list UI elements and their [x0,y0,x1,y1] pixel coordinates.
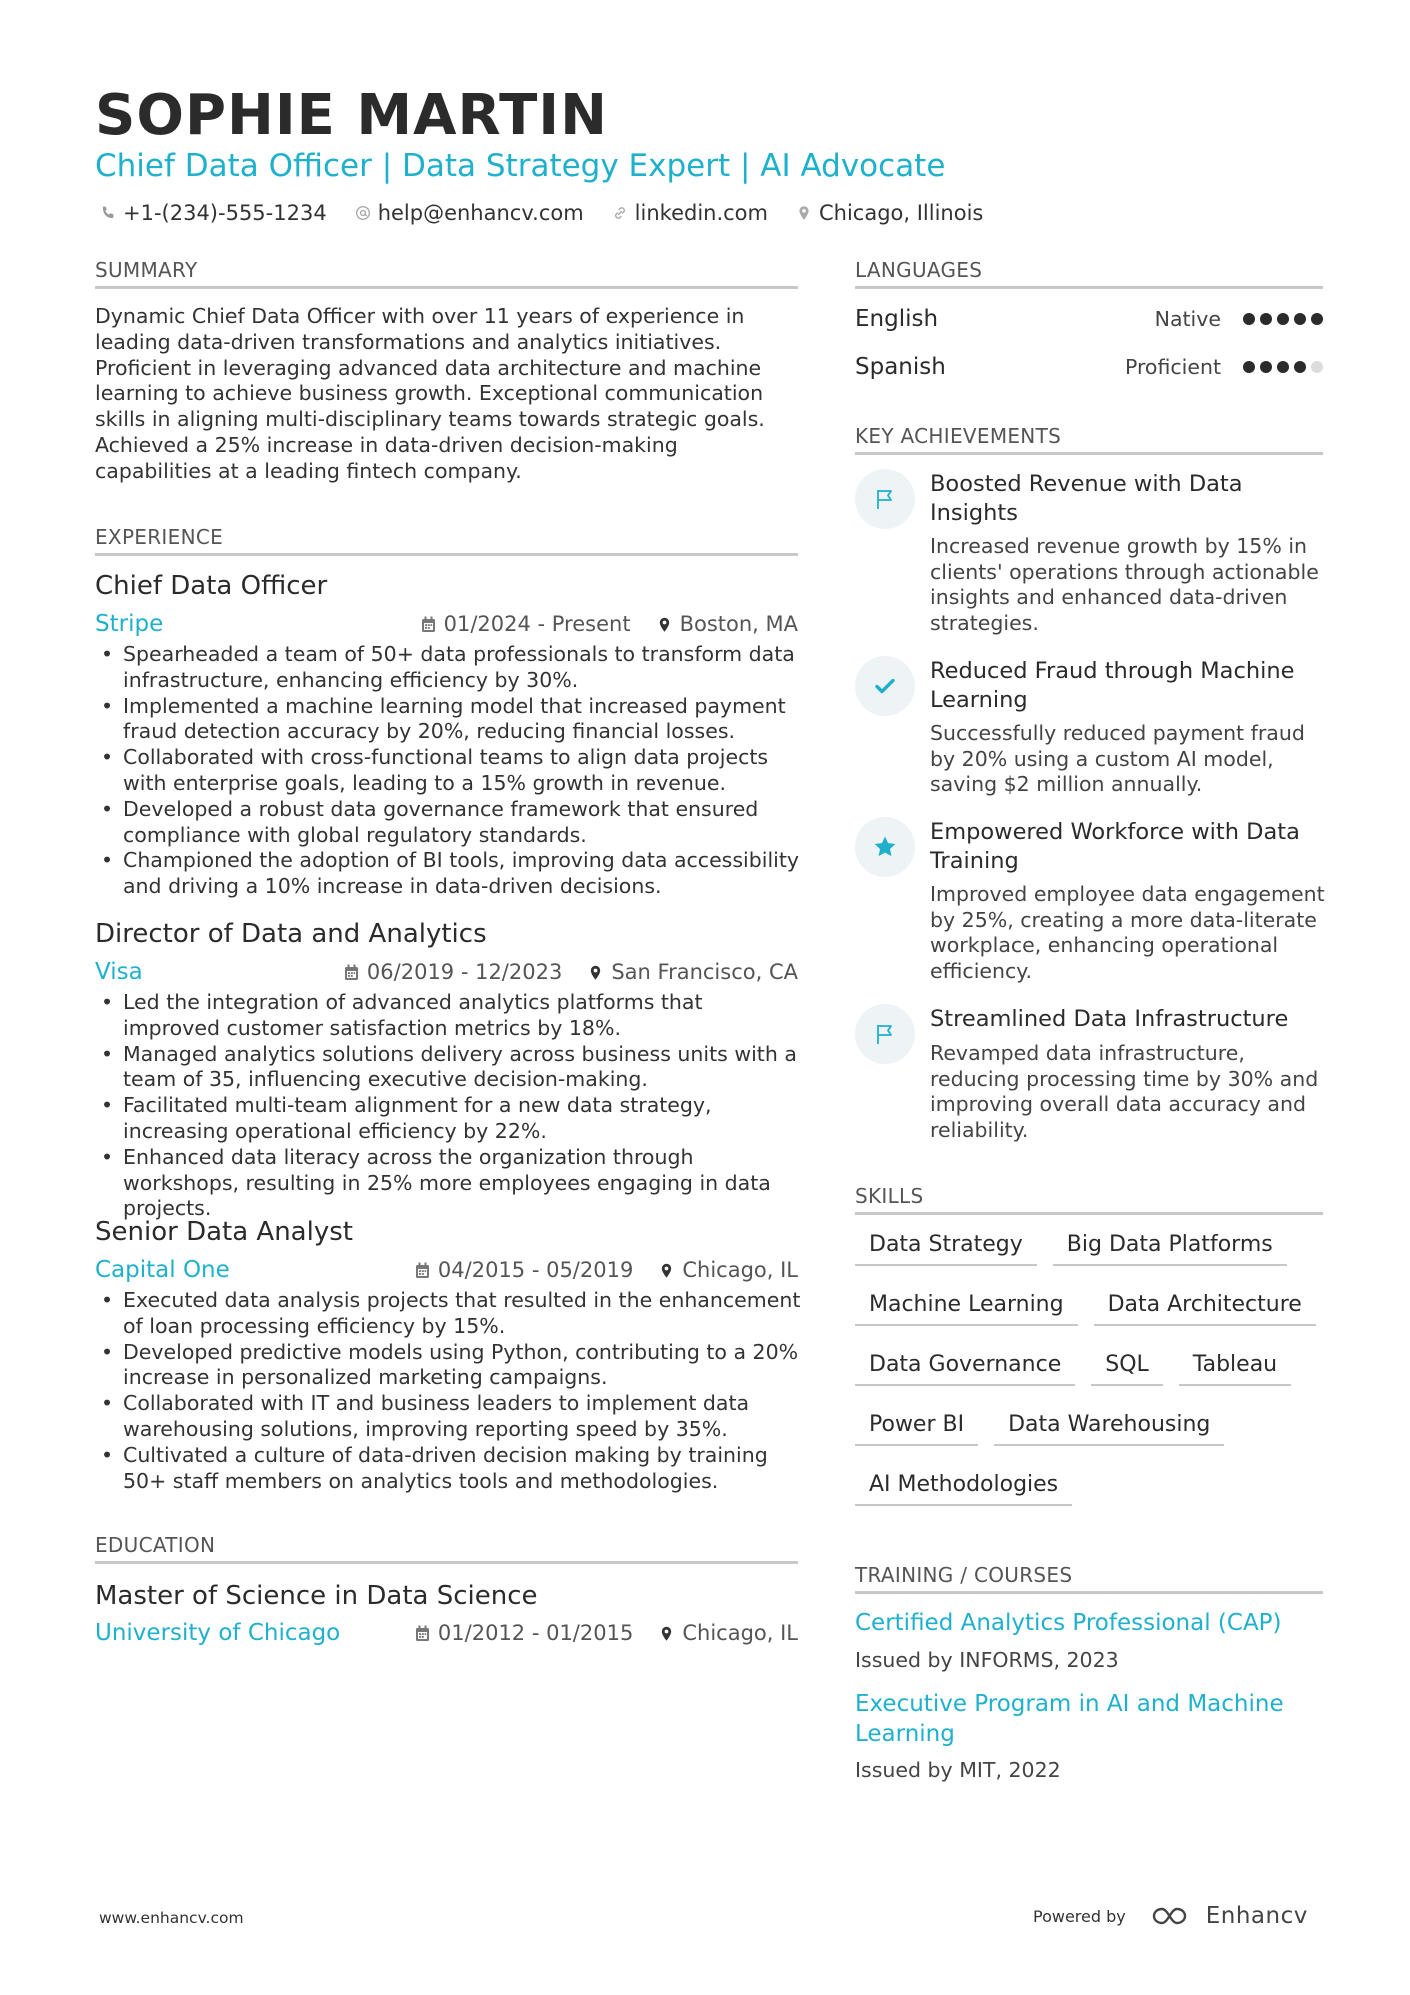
skill-tag: SQL [1091,1348,1163,1386]
footer-branding [1033,1903,1308,1929]
contact-email[interactable] [355,199,584,227]
job-title: Senior Data Analyst [95,1217,353,1247]
job-dates [421,610,631,638]
location-pin-icon [659,1625,674,1642]
contact-bar [100,199,983,227]
achievement-description: Revamped data infrastructure, reducing processing time by 30% and improving overall data accuracy and reliability. [930,1041,1319,1142]
calendar-icon [344,964,359,981]
achievement-icon-badge [855,1004,915,1064]
summary-text: Dynamic Chief Data Officer with over 11 years of experience in leading data-driven transformations and analytics initiatives. Proficient in leveraging advanced data architecture and machine learning to achieve business growth. Exceptional communication skills in aligning multi-disciplinary teams towards strategic goals. Achieved a 25% increase in data-driven decision-making capabilities at a leading fintech company. [95,304,765,483]
job-title: Director of Data and Analytics [95,919,487,949]
list-item: • Managed analytics solutions delivery across business units with a team of 35, influencing executive decision-making. [95,1042,805,1094]
skill-tag: Data Governance [855,1348,1075,1386]
skill-tag: Data Warehousing [994,1408,1224,1446]
headline: Chief Data Officer | Data Strategy Expert | AI Advocate [95,148,946,184]
skill-tag: Big Data Platforms [1053,1228,1287,1266]
flag-icon [872,486,898,512]
location-pin-icon [657,616,672,633]
contact-location [796,199,983,227]
rating-dot [1277,361,1289,373]
location-text: Chicago, Illinois [818,201,984,225]
skill-tag: Tableau [1179,1348,1291,1386]
contact-phone[interactable] [100,199,327,227]
job-meta [415,1256,798,1284]
skill-tag: AI Methodologies [855,1468,1072,1506]
education-location [659,1619,798,1647]
section-title-experience: EXPERIENCE [95,525,798,556]
job-bullets [95,990,805,1222]
skill-tag: Machine Learning [855,1288,1078,1326]
job-meta [421,610,798,638]
location-pin-icon [588,964,603,981]
job-location-text: Chicago, IL [682,1258,798,1282]
contact-linkedin[interactable] [612,199,768,227]
language-row [855,351,1323,383]
section-title-training: TRAINING / COURSES [855,1563,1323,1594]
rating-dot [1243,361,1255,373]
language-row [855,303,1323,335]
rating-dot [1294,313,1306,325]
enhancv-logo-icon [1150,1904,1196,1928]
location-pin-icon [659,1262,674,1279]
course-title: Certified Analytics Professional (CAP) [855,1610,1282,1636]
education-dates-text: 01/2012 - 01/2015 [437,1621,634,1645]
education-location-text: Chicago, IL [682,1621,798,1645]
list-item: • Spearheaded a team of 50+ data professionals to transform data infrastructure, enhancing efficiency by 30%. [95,642,805,694]
calendar-icon [415,1625,430,1642]
achievement-description: Increased revenue growth by 15% in clients' operations through actionable insights and enhanced data-driven strategies. [930,534,1319,635]
achievement-description: Successfully reduced payment fraud by 20% using a custom AI model, saving $2 million annually. [930,721,1305,797]
job-dates [344,958,562,986]
phone-icon [100,205,116,221]
skill-tag: Data Architecture [1094,1288,1316,1326]
skills-list [855,1228,1335,1506]
list-item: • Facilitated multi-team alignment for a new data strategy, increasing operational efficiency by 22%. [95,1093,805,1145]
job-dates [415,1256,633,1284]
achievement-title: Boosted Revenue with Data Insights [930,471,1243,526]
list-item: • Championed the adoption of BI tools, improving data accessibility and driving a 10% increase in data-driven decisions. [95,848,805,900]
skill-tag: Data Strategy [855,1228,1037,1266]
job-bullets [95,642,805,900]
language-level: Native [1154,307,1221,331]
calendar-icon [421,616,436,633]
linkedin-text: linkedin.com [634,201,768,225]
rating-dot [1311,361,1323,373]
job-location-text: Boston, MA [679,612,798,636]
achievement-icon-badge [855,656,915,716]
section-title-summary: SUMMARY [95,258,798,289]
course-title: Executive Program in AI and Machine Learning [855,1691,1284,1747]
education-meta [415,1619,798,1647]
location-pin-icon [796,205,812,221]
education-dates [415,1619,633,1647]
company-name: Stripe [95,611,164,637]
link-icon [612,205,628,221]
company-name: Capital One [95,1257,230,1283]
rating-dot [1294,361,1306,373]
star-icon [872,834,898,860]
list-item: • Collaborated with IT and business leaders to implement data warehousing solutions, improving reporting speed by 35%. [95,1391,805,1443]
job-location-text: San Francisco, CA [611,960,798,984]
brand-name: Enhancv [1205,1903,1308,1929]
skill-tag: Power BI [855,1408,978,1446]
list-item: • Collaborated with cross-functional teams to align data projects with enterprise goals, leading to a 15% growth in revenue. [95,745,805,797]
powered-by-label: Powered by [1033,1906,1126,1926]
job-location [659,1256,798,1284]
phone-text: +1-(234)-555-1234 [123,201,327,225]
job-location [657,610,798,638]
email-text: help@enhancv.com [377,201,584,225]
company-name: Visa [95,959,143,985]
list-item: • Enhanced data literacy across the organization through workshops, resulting in 25% more employees engaging in data projects. [95,1145,805,1222]
job-dates-text: 01/2024 - Present [443,612,631,636]
calendar-icon [415,1262,430,1279]
course-issuer: Issued by INFORMS, 2023 [855,1648,1119,1672]
job-title: Chief Data Officer [95,571,328,601]
achievement-icon-badge [855,817,915,877]
footer-website[interactable]: www.enhancv.com [99,1909,244,1927]
flag-icon [872,1021,898,1047]
list-item: • Developed a robust data governance framework that ensured compliance with global regulatory standards. [95,797,805,849]
rating-dot [1311,313,1323,325]
language-rating [1243,361,1323,373]
achievement-icon-badge [855,469,915,529]
job-dates-text: 06/2019 - 12/2023 [366,960,563,984]
achievement-title: Empowered Workforce with Data Training [930,819,1300,874]
language-name: English [855,306,939,332]
rating-dot [1277,313,1289,325]
language-rating [1243,313,1323,325]
achievement-title: Reduced Fraud through Machine Learning [930,658,1295,713]
list-item: • Implemented a machine learning model that increased payment fraud detection accuracy by 20%, reducing financial losses. [95,694,805,746]
achievement-description: Improved employee data engagement by 25%, creating a more data-literate workplace, enhancing operational efficiency. [930,882,1325,983]
at-icon [355,205,371,221]
section-title-languages: LANGUAGES [855,258,1323,289]
list-item: • Developed predictive models using Python, contributing to a 20% increase in personalized marketing campaigns. [95,1340,805,1392]
candidate-name: SOPHIE MARTIN [95,83,609,148]
rating-dot [1260,361,1272,373]
list-item: • Led the integration of advanced analytics platforms that improved customer satisfaction metrics by 18%. [95,990,805,1042]
language-name: Spanish [855,354,946,380]
course-issuer: Issued by MIT, 2022 [855,1758,1061,1782]
list-item: • Executed data analysis projects that resulted in the enhancement of loan processing efficiency by 15%. [95,1288,805,1340]
school-name: University of Chicago [95,1620,341,1646]
rating-dot [1243,313,1255,325]
job-bullets [95,1288,805,1494]
section-title-skills: SKILLS [855,1184,1323,1215]
section-title-education: EDUCATION [95,1533,798,1564]
degree-title: Master of Science in Data Science [95,1581,538,1611]
brand-logo[interactable] [1150,1903,1308,1929]
achievement-title: Streamlined Data Infrastructure [930,1006,1289,1032]
rating-dot [1260,313,1272,325]
job-location [588,958,798,986]
job-dates-text: 04/2015 - 05/2019 [437,1258,634,1282]
job-meta [344,958,798,986]
section-title-achievements: KEY ACHIEVEMENTS [855,424,1323,455]
list-item: • Cultivated a culture of data-driven decision making by training 50+ staff members on analytics tools and methodologies. [95,1443,805,1495]
language-level: Proficient [1124,355,1221,379]
check-icon [872,673,898,699]
